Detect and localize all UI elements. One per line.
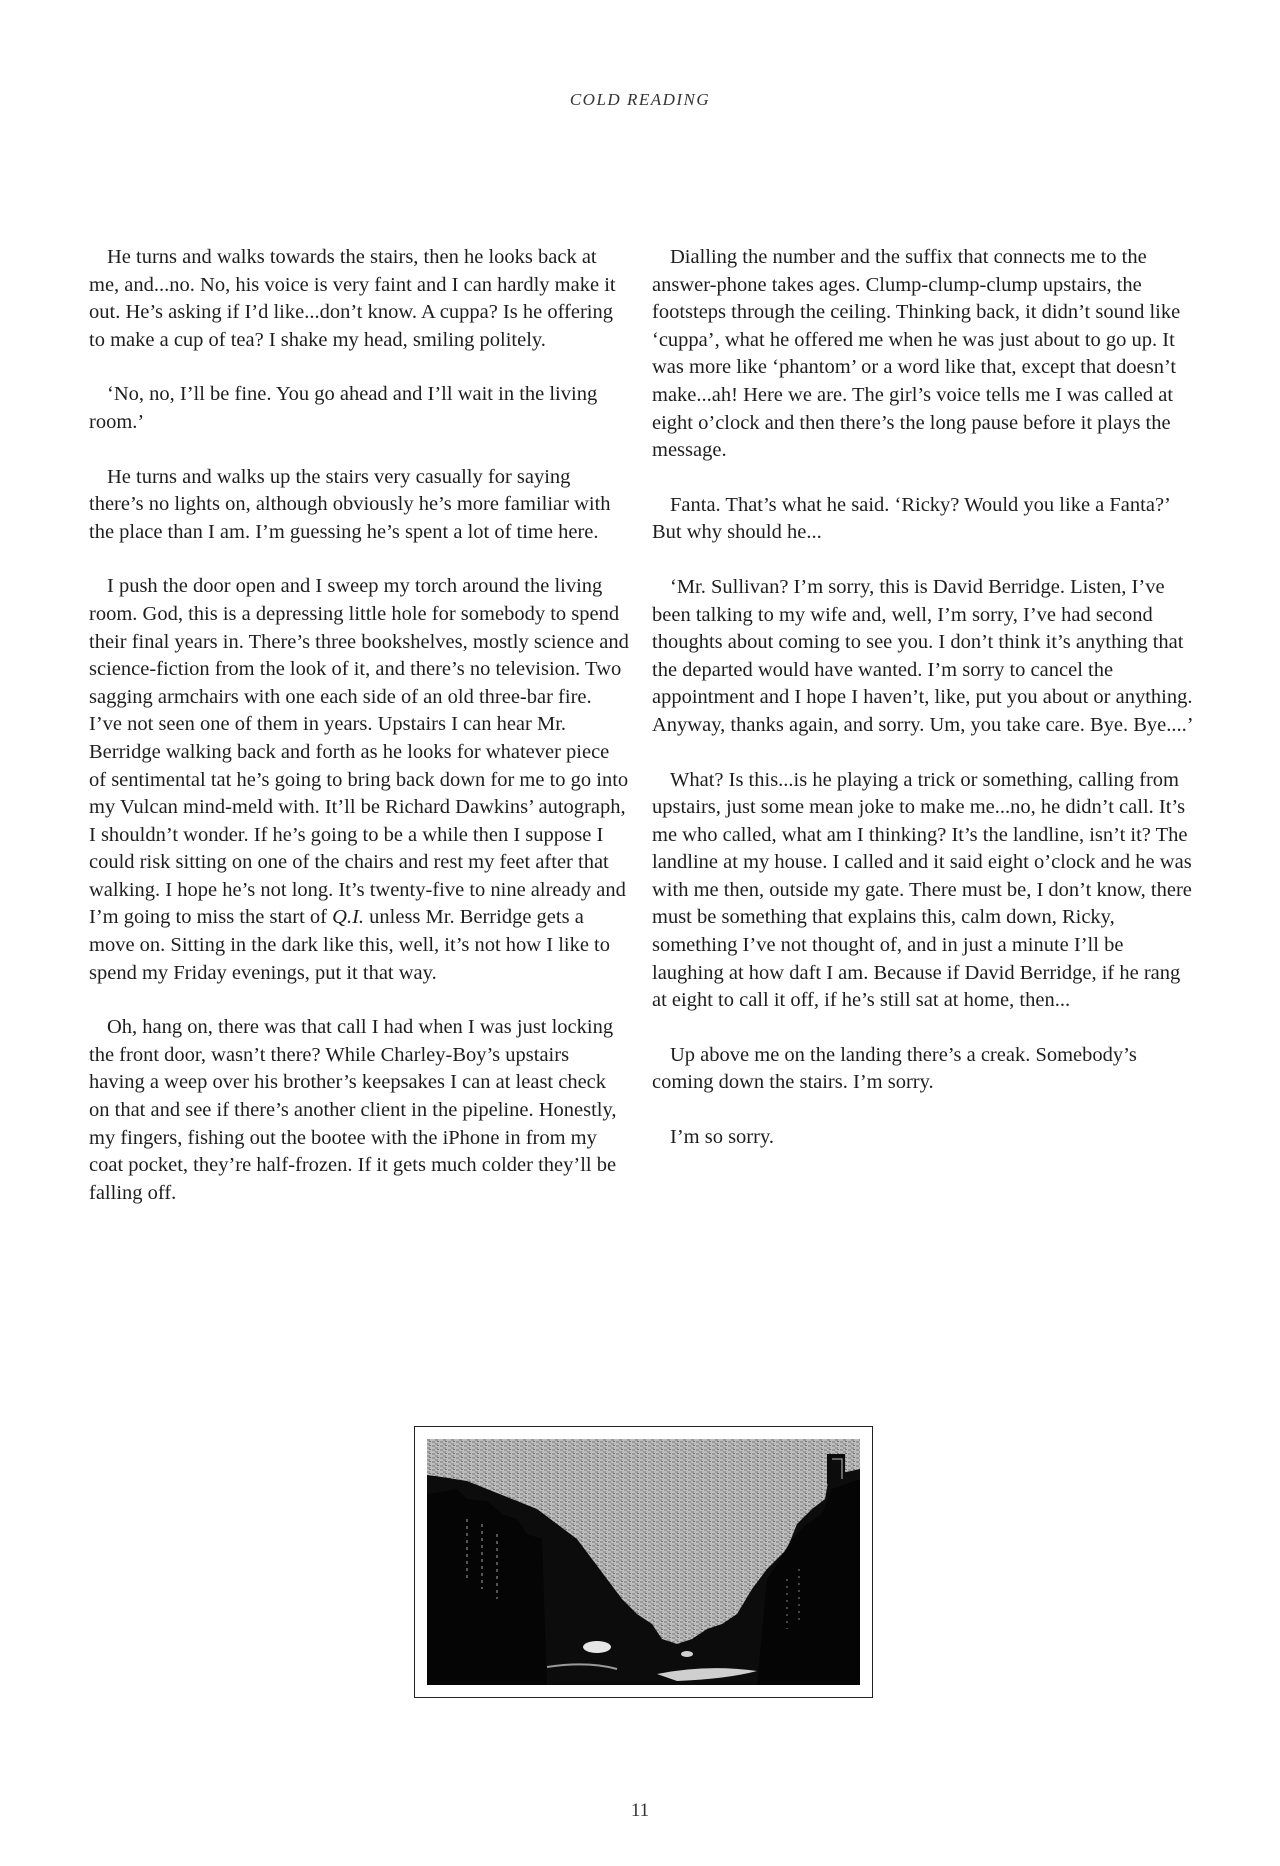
page-number: 11 [630, 1800, 650, 1821]
paragraph [89, 573, 629, 987]
paragraph-text: I push the door open and I sweep my torch around the living room. God, this is a depressing little hole for somebody to spend their final years in. There’s three bookshelves, mostly science and science-fiction from the look of it, and there’s no television. Two sagging armchairs with one each side of an old three-bar fire. I’ve not seen one of them in years. Upstairs I can hear Mr. Berridge walking back and forth as he looks for whatever piece of sentimental tat he’s going to bring back down for me to go into my Vulcan mind-meld with. It’ll be Richard Dawkins’ autograph, I shouldn’t wonder. If he’s going to be a while then I suppose I could risk sitting on one of the chairs and rest my feet after that walking. I hope he’s not long. It’s twenty-five to nine already and I’m going to miss the start of [89, 575, 629, 929]
street-night-scene [427, 1439, 860, 1685]
paragraph: Dialling the number and the suffix that connects me to the answer-phone takes ages. Clump-clump-clump upstairs, the footsteps through the ceiling. Thinking back, it didn’t sound like ‘cuppa’, what he offered me when he was just about to go up. It was more like ‘phantom’ or a word like that, except that doesn’t make...ah! Here we are. The girl’s voice tells me I was called at eight o’clock and then there’s the long pause before it plays the message. [652, 246, 1181, 462]
street-illustration [414, 1426, 873, 1698]
paragraph-text: unless Mr. Berridge gets a move on. Sitting in the dark like this, well, it’s not how I like to spend my Friday evenings, put it that way. [89, 906, 610, 984]
italic-title: Q.I. [332, 906, 365, 929]
paragraph: ‘No, no, I’ll be fine. You go ahead and I’ll wait in the living room.’ [89, 383, 598, 433]
paragraph: He turns and walks up the stairs very casually for saying there’s no lights on, although obviously he’s more familiar with the place than I am. I’m guessing he’s spent a lot of time here. [89, 465, 611, 543]
paragraph: Fanta. That’s what he said. ‘Ricky? Would you like a Fanta?’ But why should he... [652, 493, 1170, 544]
paragraph: He turns and walks towards the stairs, then he looks back at me, and...no. No, his voice is very faint and I can hardly make it out. He’s asking if I’d like...don’t know. A cuppa? Is he offering to make a cup of tea? I shake my head, smiling politely. [89, 246, 616, 351]
paragraph: ‘Mr. Sullivan? I’m sorry, this is David Berridge. Listen, I’ve been talking to my wife and, well, I’m sorry, I’ve had second thoughts about coming to see you. I don’t think it’s anything that the departed would have wanted. I’m sorry to cancel the appointment and I hope I haven’t, like, put you about or anything. Anyway, thanks again, and sorry. Um, you take care. Bye. Bye....’ [652, 575, 1194, 736]
paragraph: I’m so sorry. [670, 1126, 775, 1149]
running-head: COLD READING [569, 90, 711, 109]
paragraph: What? Is this...is he playing a trick or something, calling from upstairs, just some mean joke to make me...no, he didn’t call. It’s me who called, what am I thinking? It’s the landline, isn’t it? The landline at my house. I called and it said eight o’clock and he was with me then, outside my gate. There must be, I don’t know, there must be something that explains this, calm down, Ricky, something I’ve not thought of, and in just a minute I’ll be laughing at how daft I am. Because if David Berridge, if he rang at eight to call it off, if he’s still sat at home, then... [652, 768, 1192, 1012]
right-column [652, 244, 1200, 1179]
left-column [89, 244, 629, 1234]
paragraph: Oh, hang on, there was that call I had when I was just locking the front door, wasn’t there? While Charley-Boy’s upstairs having a weep over his brother’s keepsakes I can at least check on that and see if there’s another client in the pipeline. Honestly, my fingers, fishing out the bootee with the iPhone in from my coat pocket, they’re half-frozen. If it gets much colder they’ll be falling off. [89, 1016, 617, 1204]
paragraph: Up above me on the landing there’s a creak. Somebody’s coming down the stairs. I’m sorry. [652, 1043, 1137, 1094]
